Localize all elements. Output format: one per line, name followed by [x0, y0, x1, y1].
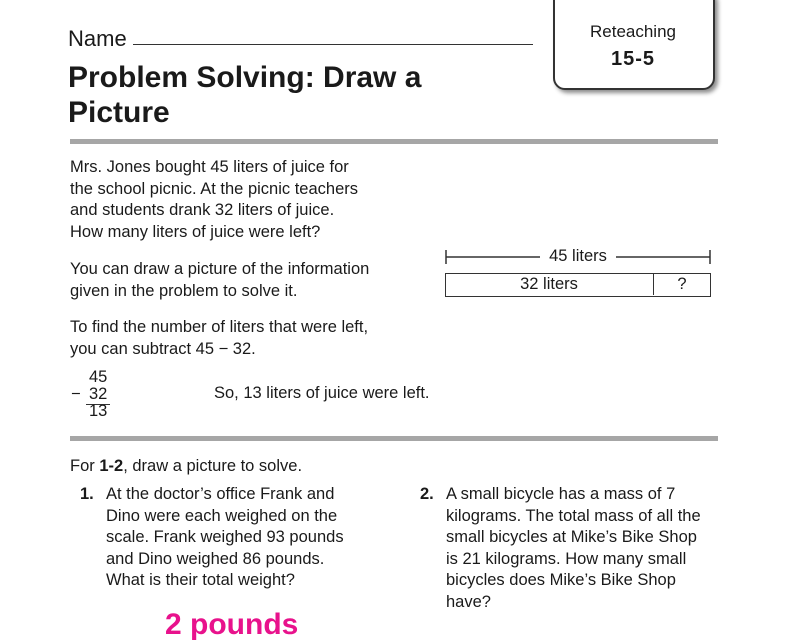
minuend: 45 — [89, 368, 108, 386]
draw-line: given in the problem to solve it. — [70, 281, 298, 300]
problem-line: Dino were each weighed on the — [106, 506, 338, 525]
middle-divider — [70, 436, 718, 441]
problem-1-number: 1. — [80, 485, 94, 503]
total-label: 45 liters — [540, 247, 616, 266]
problem-line: small bicycles at Mike’s Bike Shop — [446, 528, 697, 546]
top-divider — [70, 139, 718, 144]
draw-line: You can draw a picture of the information — [70, 260, 370, 278]
difference: 13 — [89, 402, 108, 420]
intro-line: How many liters of juice were left? — [70, 222, 321, 241]
intro-paragraph — [70, 157, 358, 243]
part-label: 32 liters — [445, 273, 654, 295]
name-label: Name — [68, 26, 127, 51]
reteaching-badge — [553, 0, 715, 90]
badge-number: 15-5 — [610, 48, 656, 70]
conclusion-text: So, 13 liters of juice were left. — [214, 384, 430, 402]
intro-line: the school picnic. At the picnic teachers — [70, 179, 358, 198]
title-line-1: Problem Solving: Draw a — [68, 61, 422, 94]
instructions — [70, 456, 302, 478]
problem-line: A small bicycle has a mass of 7 — [446, 485, 676, 503]
problem-line: have? — [446, 592, 491, 611]
problem-line: and Dino weighed 86 pounds. — [106, 549, 325, 568]
subtract-paragraph — [70, 317, 368, 360]
intro-line: Mrs. Jones bought 45 liters of juice for — [70, 158, 349, 176]
subtrahend: 32 — [89, 385, 108, 403]
problem-line: scale. Frank weighed 93 pounds — [106, 528, 344, 546]
problem-line: What is their total weight? — [106, 571, 295, 589]
problem-line: kilograms. The total mass of all the — [446, 506, 701, 525]
subtract-line: To find the number of liters that were left, — [70, 318, 369, 336]
problem-1-text — [106, 484, 344, 592]
problem-line: At the doctor’s office Frank and — [106, 485, 335, 503]
instructions-range: 1-2 — [99, 457, 124, 475]
problem-2-number: 2. — [420, 485, 434, 503]
instructions-suffix: , draw a picture to solve. — [123, 457, 303, 475]
problem-2-text — [446, 484, 701, 613]
minus-sign: − — [71, 385, 81, 403]
handwritten-answer: 2 pounds — [165, 608, 299, 641]
problem-line: bicycles does Mike’s Bike Shop — [446, 571, 676, 589]
unknown-label: ? — [677, 275, 687, 293]
subtract-line: you can subtract 45 − 32. — [70, 339, 256, 358]
intro-line: and students drank 32 liters of juice. — [70, 201, 335, 219]
page-title — [68, 60, 421, 130]
problem-line: is 21 kilograms. How many small — [446, 549, 687, 568]
draw-paragraph — [70, 259, 369, 302]
title-line-2: Picture — [68, 96, 170, 129]
instructions-prefix: For — [70, 457, 100, 475]
name-blank-line[interactable] — [133, 44, 533, 45]
badge-label: Reteaching — [589, 22, 676, 41]
